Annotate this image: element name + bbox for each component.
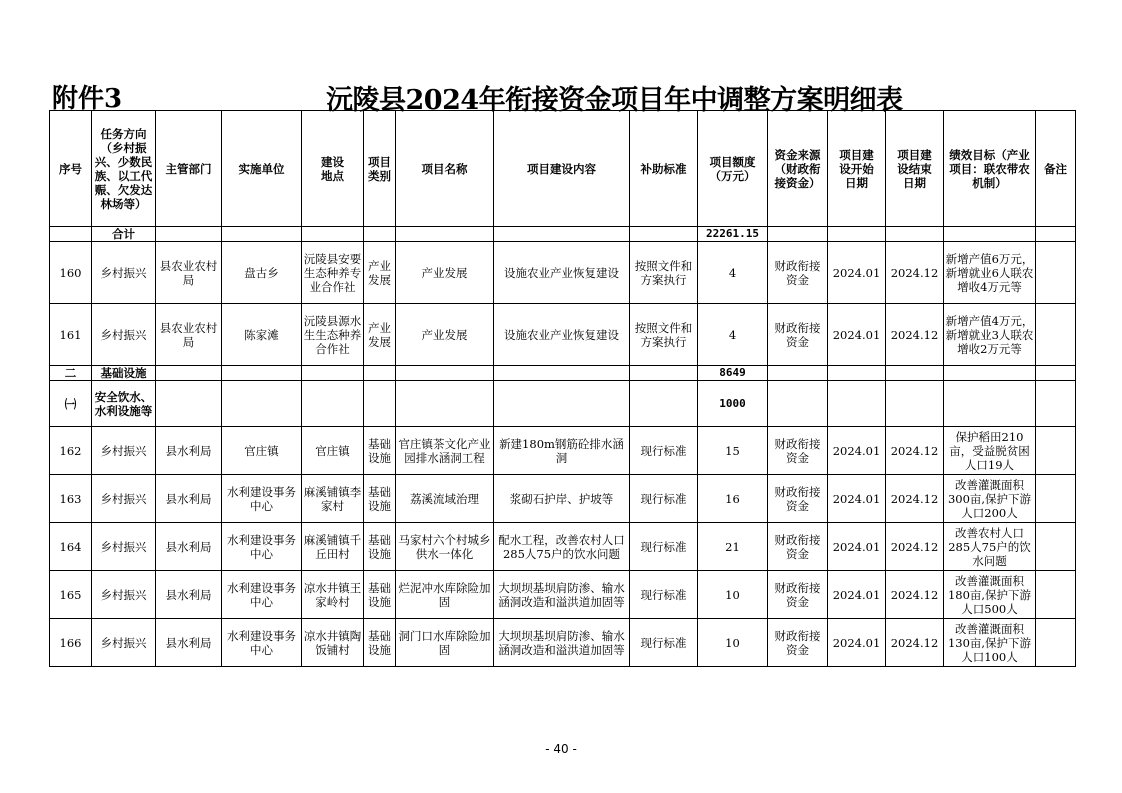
cell-source: 财政衔接资金	[768, 571, 828, 619]
table-row	[50, 242, 1076, 304]
cell-seq: 164	[50, 523, 92, 571]
cell-source: 财政衔接资金	[768, 242, 828, 304]
header-start: 项目建设开始日期	[828, 111, 886, 227]
cell-amount: 4	[698, 304, 768, 366]
cell-amount: 16	[698, 475, 768, 523]
cell-dept: 县水利局	[156, 427, 222, 475]
table-row	[50, 427, 1076, 475]
cell-loc: 沅陵县源水生生态种养合作社	[302, 304, 364, 366]
cell-content: 大坝坝基坝肩防渗、输水涵洞改造和溢洪道加固等	[494, 571, 630, 619]
cell-name: 荔溪流域治理	[396, 475, 494, 523]
cell-loc: 凉水井镇陶饭铺村	[302, 619, 364, 667]
page-number: - 40 -	[545, 742, 577, 756]
cell-unit: 官庄镇	[222, 427, 302, 475]
cell-task: 乡村振兴	[92, 427, 156, 475]
cell-unit: 水利建设事务中心	[222, 523, 302, 571]
cell-source: 财政衔接资金	[768, 619, 828, 667]
cell-amount: 4	[698, 242, 768, 304]
cell-seq: 163	[50, 475, 92, 523]
table-row	[50, 619, 1076, 667]
total-label: 合计	[92, 227, 156, 242]
cell-remark	[1036, 619, 1076, 667]
cell-type: 基础设施	[364, 523, 396, 571]
header-unit: 实施单位	[222, 111, 302, 227]
cell-subsidy: 现行标准	[630, 427, 698, 475]
header-type: 项目类别	[364, 111, 396, 227]
cell-amount: 10	[698, 619, 768, 667]
cell-remark	[1036, 304, 1076, 366]
header-seq: 序号	[50, 111, 92, 227]
cell-task: 乡村振兴	[92, 242, 156, 304]
cell-dept: 县水利局	[156, 475, 222, 523]
cell-start: 2024.01	[828, 571, 886, 619]
cell-dept: 县水利局	[156, 619, 222, 667]
cell-name: 马家村六个村城乡供水一体化	[396, 523, 494, 571]
table-row	[50, 475, 1076, 523]
cell-remark	[1036, 475, 1076, 523]
cell-loc: 官庄镇	[302, 427, 364, 475]
cell-type: 产业发展	[364, 304, 396, 366]
cell-type: 基础设施	[364, 475, 396, 523]
category-row	[50, 366, 1076, 381]
cell-loc: 麻溪铺镇李家村	[302, 475, 364, 523]
cell-seq: 160	[50, 242, 92, 304]
header-dept: 主管部门	[156, 111, 222, 227]
cell-end: 2024.12	[886, 242, 944, 304]
cell-seq: 161	[50, 304, 92, 366]
table-row	[50, 571, 1076, 619]
subcategory-row	[50, 381, 1076, 427]
cell-remark	[1036, 242, 1076, 304]
total-row	[50, 227, 1076, 242]
cell-goal: 新增产值6万元，新增就业6人联农增收4万元等	[944, 242, 1036, 304]
cell-end: 2024.12	[886, 523, 944, 571]
cell-subsidy: 现行标准	[630, 571, 698, 619]
cell-start: 2024.01	[828, 475, 886, 523]
cell-type: 产业发展	[364, 242, 396, 304]
cell-unit: 水利建设事务中心	[222, 619, 302, 667]
header-goal: 绩效目标（产业项目：联农带农机制）	[944, 111, 1036, 227]
cell-name: 官庄镇茶文化产业园排水涵洞工程	[396, 427, 494, 475]
cell-goal: 改善灌溉面积180亩,保护下游人口500人	[944, 571, 1036, 619]
header-content: 项目建设内容	[494, 111, 630, 227]
cell-type: 基础设施	[364, 619, 396, 667]
table-row	[50, 523, 1076, 571]
category-amount: 8649	[698, 366, 768, 381]
project-table	[49, 110, 1076, 667]
cell-content: 新建180m钢筋砼排水涵洞	[494, 427, 630, 475]
header-subsidy: 补助标准	[630, 111, 698, 227]
page-title: 沅陵县2024年衔接资金项目年中调整方案明细表	[326, 85, 903, 116]
cell-dept: 县农业农村局	[156, 242, 222, 304]
cell-unit: 水利建设事务中心	[222, 475, 302, 523]
cell-dept: 县水利局	[156, 571, 222, 619]
cell-source: 财政衔接资金	[768, 427, 828, 475]
cell-goal: 改善灌溉面积300亩,保护下游人口200人	[944, 475, 1036, 523]
cell-remark	[1036, 523, 1076, 571]
cell-subsidy: 现行标准	[630, 523, 698, 571]
header-remark: 备注	[1036, 111, 1076, 227]
category-seq: 二	[50, 366, 92, 381]
cell-goal: 改善灌溉面积130亩,保护下游人口100人	[944, 619, 1036, 667]
cell-subsidy: 按照文件和方案执行	[630, 304, 698, 366]
cell-start: 2024.01	[828, 619, 886, 667]
subcategory-label: 安全饮水、水利设施等	[92, 381, 156, 427]
cell-goal: 改善农村人口285人75户的饮水问题	[944, 523, 1036, 571]
cell-unit: 盘古乡	[222, 242, 302, 304]
cell-end: 2024.12	[886, 475, 944, 523]
cell-task: 乡村振兴	[92, 523, 156, 571]
cell-content: 配水工程，改善农村人口285人75户的饮水问题	[494, 523, 630, 571]
cell-end: 2024.12	[886, 427, 944, 475]
category-label: 基础设施	[92, 366, 156, 381]
header-location: 建设地点	[302, 111, 364, 227]
cell-subsidy: 按照文件和方案执行	[630, 242, 698, 304]
cell-content: 大坝坝基坝肩防渗、输水涵洞改造和溢洪道加固等	[494, 619, 630, 667]
cell-name: 洞门口水库除险加固	[396, 619, 494, 667]
cell-start: 2024.01	[828, 304, 886, 366]
cell-seq: 165	[50, 571, 92, 619]
cell-dept: 县水利局	[156, 523, 222, 571]
cell-content: 设施农业产业恢复建设	[494, 304, 630, 366]
cell-task: 乡村振兴	[92, 475, 156, 523]
cell-unit: 陈家滩	[222, 304, 302, 366]
cell-type: 基础设施	[364, 427, 396, 475]
cell-loc: 凉水井镇王家岭村	[302, 571, 364, 619]
cell-task: 乡村振兴	[92, 571, 156, 619]
cell-amount: 10	[698, 571, 768, 619]
cell-name: 产业发展	[396, 242, 494, 304]
cell-content: 浆砌石护岸、护坡等	[494, 475, 630, 523]
cell-start: 2024.01	[828, 523, 886, 571]
header-amount: 项目额度（万元）	[698, 111, 768, 227]
cell-remark	[1036, 427, 1076, 475]
subcategory-amount: 1000	[698, 381, 768, 427]
cell-seq: 166	[50, 619, 92, 667]
header-name: 项目名称	[396, 111, 494, 227]
cell-start: 2024.01	[828, 242, 886, 304]
subcategory-seq: ㈠	[50, 381, 92, 427]
table-row	[50, 304, 1076, 366]
header-task: 任务方向（乡村振兴、少数民族、以工代赈、欠发达林场等）	[92, 111, 156, 227]
header-end: 项目建设结束日期	[886, 111, 944, 227]
cell-name: 烂泥冲水库除险加固	[396, 571, 494, 619]
total-amount: 22261.15	[698, 227, 768, 242]
cell-task: 乡村振兴	[92, 619, 156, 667]
cell-goal: 新增产值4万元，新增就业3人联农增收2万元等	[944, 304, 1036, 366]
cell-amount: 21	[698, 523, 768, 571]
cell-unit: 水利建设事务中心	[222, 571, 302, 619]
cell-subsidy: 现行标准	[630, 619, 698, 667]
cell-source: 财政衔接资金	[768, 523, 828, 571]
cell-type: 基础设施	[364, 571, 396, 619]
cell-name: 产业发展	[396, 304, 494, 366]
attachment-label: 附件3	[52, 84, 123, 114]
cell-amount: 15	[698, 427, 768, 475]
cell-seq: 162	[50, 427, 92, 475]
cell-subsidy: 现行标准	[630, 475, 698, 523]
cell-dept: 县农业农村局	[156, 304, 222, 366]
cell-task: 乡村振兴	[92, 304, 156, 366]
cell-content: 设施农业产业恢复建设	[494, 242, 630, 304]
cell-end: 2024.12	[886, 304, 944, 366]
cell-source: 财政衔接资金	[768, 304, 828, 366]
header-source: 资金来源（财政衔接资金）	[768, 111, 828, 227]
cell-goal: 保护稻田210亩，受益脱贫困人口19人	[944, 427, 1036, 475]
cell-loc: 麻溪铺镇千丘田村	[302, 523, 364, 571]
cell-end: 2024.12	[886, 571, 944, 619]
cell-loc: 沅陵县安要生态种养专业合作社	[302, 242, 364, 304]
cell-source: 财政衔接资金	[768, 475, 828, 523]
cell-start: 2024.01	[828, 427, 886, 475]
cell-end: 2024.12	[886, 619, 944, 667]
cell-remark	[1036, 571, 1076, 619]
table-header-row	[50, 111, 1076, 227]
